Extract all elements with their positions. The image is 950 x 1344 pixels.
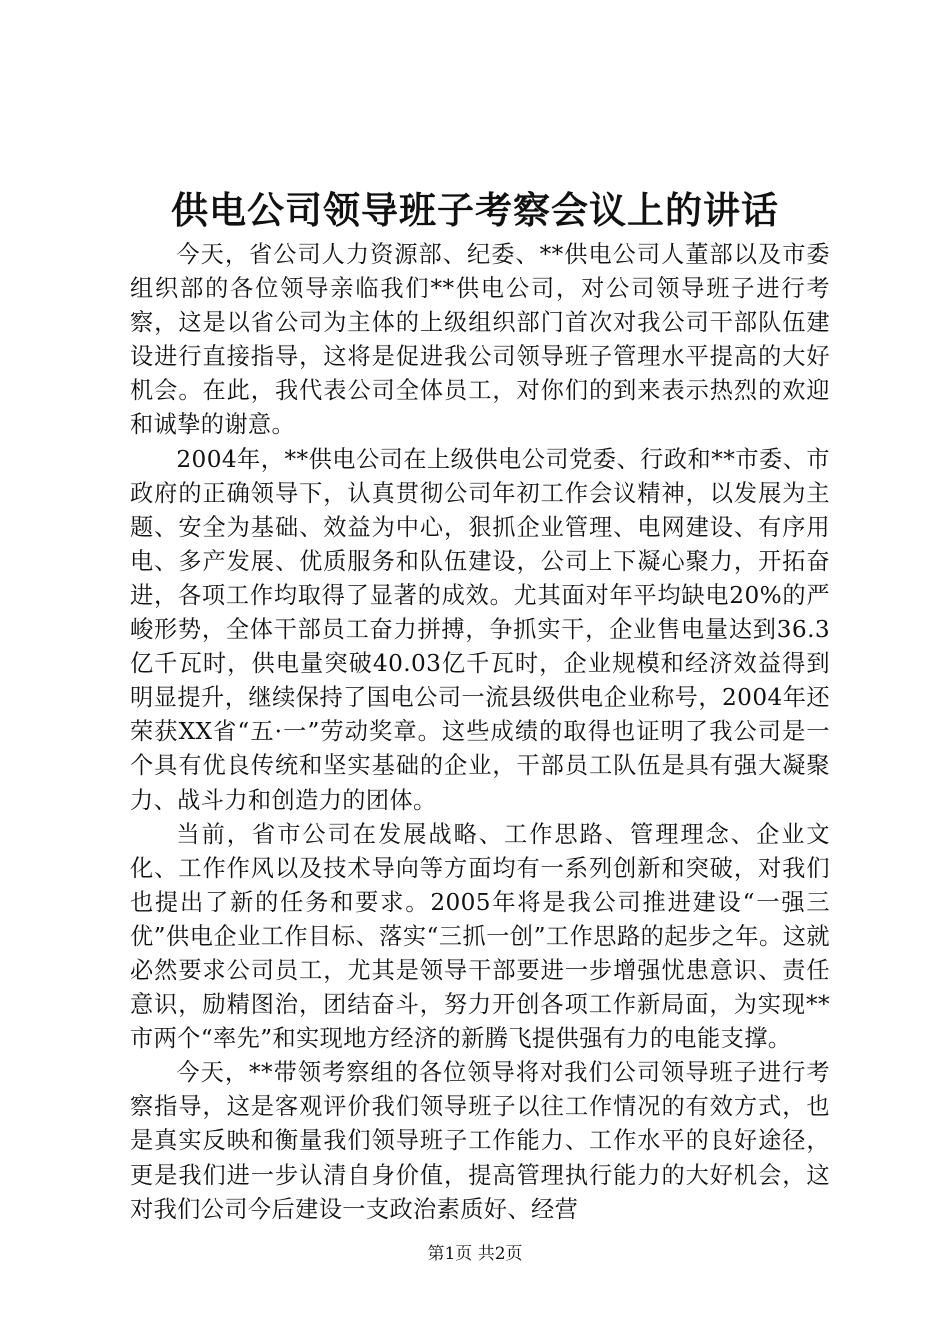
paragraph-3: 当前，省市公司在发展战略、工作思路、管理理念、企业文化、工作作风以及技术导向等方面均有一系列创新和突破，对我们也提出了新的任务和要求。2005年将是我公司推进建设“一强三优”供电企业工作目标、落实“三抓一创”工作思路的起步之年。这就必然要求公司员工，尤其是领导干部要进一步增强忧患意识、责任意识，励精图治，团结奋斗，努力开创各项工作新局面，为实现**市两个“率先”和实现地方经济的新腾飞提供强有力的电能支撑。 [130,820,830,1053]
paragraph-1: 今天，省公司人力资源部、纪委、**供电公司人董部以及市委组织部的各位领导亲临我们**供电公司，对公司领导班子进行考察，这是以省公司为主体的上级组织部门首次对我公司干部队伍建设进行直接指导，这将是促进我公司领导班子管理水平提高的大好机会。在此，我代表公司全体员工，对你们的到来表示热烈的欢迎和诚挚的谢意。 [130,241,830,439]
page-footer: 第1页 共2页 [427,1244,523,1264]
paragraph-4: 今天，**带领考察组的各位领导将对我们公司领导班子进行考察指导，这是客观评价我们领导班子以往工作情况的有效方式，也是真实反映和衡量我们领导班子工作能力、工作水平的良好途径，更是我们进一步认清自身价值，提高管理执行能力的大好机会，这对我们公司今后建设一支政治素质好、经营 [130,1059,830,1223]
document-title: 供电公司领导班子考察会议上的讲话 [171,188,779,232]
document-body [130,238,830,1227]
paragraph-2: 2004年，**供电公司在上级供电公司党委、行政和**市委、市政府的正确领导下，认真贯彻公司年初工作会议精神，以发展为主题、安全为基础、效益为中心，狠抓企业管理、电网建设、有序用电、多产发展、优质服务和队伍建设，公司上下凝心聚力，开拓奋进，各项工作均取得了显著的成效。尤其面对年平均缺电20%的严峻形势，全体干部员工奋力拼搏，争抓实干，企业售电量达到36.3亿千瓦时，供电量突破40.03亿千瓦时，企业规模和经济效益得到明显提升，继续保持了国电公司一流县级供电企业称号，2004年还荣获XX省“五·一”劳动奖章。这些成绩的取得也证明了我公司是一个具有优良传统和坚实基础的企业，干部员工队伍是具有强大凝聚力、战斗力和创造力的团体。 [130,445,830,814]
